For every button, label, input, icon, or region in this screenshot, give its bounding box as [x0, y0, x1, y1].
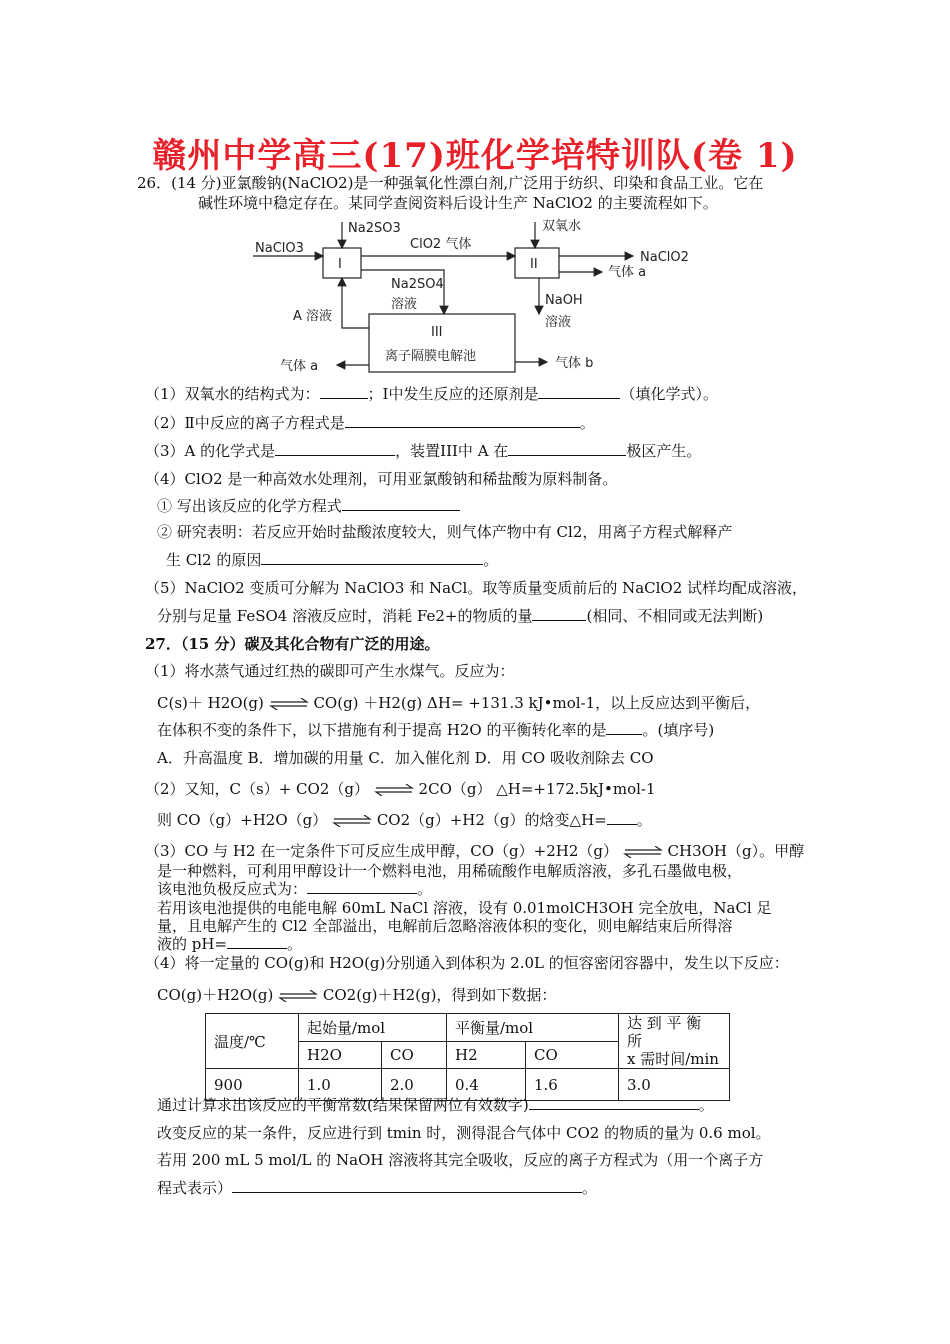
q27-part3c: 是一种燃料，可利用甲醇设计一个燃料电池，用稀硫酸作电解质溶液，多孔石墨做电极，	[157, 862, 743, 880]
label-na2so4: Na2SO4	[391, 277, 444, 292]
equilibrium-arrow-icon	[374, 784, 414, 796]
equilibrium-arrow-icon	[269, 698, 309, 710]
q26-part5a: （5）NaClO2 变质可分解为 NaClO3 和 NaCl。取等质量变质前后的 NaClO2 试样均配成溶液，	[145, 579, 808, 597]
answer-blank[interactable]	[532, 606, 586, 621]
q26-intro-line1: 26．(14 分)亚氯酸钠(NaClO2)是一种强氧化性漂白剂,广泛用于纺织、印染和食品工业。它在	[137, 174, 764, 192]
label-h2o2: 双氧水	[542, 219, 582, 234]
label-box-3-name: 离子隔膜电解池	[385, 349, 477, 364]
q26-part4-2b: 生 Cl2 的原因 。	[166, 551, 499, 569]
q27-part3h: 液的 pH= 。	[157, 935, 303, 953]
label-gas-a-right: 气体 a	[608, 265, 647, 280]
label-box-3-num: III	[431, 325, 443, 340]
equilibrium-arrow-icon	[332, 815, 372, 827]
q26-part4-1: ① 写出该反应的化学方程式	[157, 496, 460, 516]
page-title: 赣州中学高三(17)班化学培特训队(卷 1)	[152, 136, 798, 176]
answer-blank[interactable]	[508, 441, 626, 456]
table-header-time: 达 到 平 衡 所 x 需时间/min	[619, 1014, 730, 1069]
equilibrium-arrow-icon	[278, 990, 318, 1002]
q26-part4-2a: ② 研究表明：若反应开始时盐酸浓度较大，则气体产物中有 Cl2，用离子方程式解释产	[157, 523, 733, 541]
table-cell: 1.0	[299, 1069, 382, 1101]
answer-blank[interactable]	[538, 384, 620, 399]
q27-part4d: 改变反应的某一条件，反应进行到 tmin 时，测得混合气体中 CO2 的物质的量为 0.6 mol。	[157, 1124, 771, 1142]
equilibrium-arrow-icon	[623, 846, 663, 858]
label-clo2-gas: ClO2 气体	[410, 237, 472, 252]
q26-intro-line2: 碱性环境中稳定存在。某同学查阅资料后设计生产 NaClO2 的主要流程如下。	[198, 194, 718, 212]
answer-blank[interactable]	[606, 720, 642, 735]
q26-part1: （1）双氧水的结构式为： ；Ⅰ中发生反应的还原剂是 （填化学式）。	[145, 385, 718, 403]
q27-part4e: 若用 200 mL 5 mol/L 的 NaOH 溶液将其完全吸收，反应的离子方程式为（用一个离子方	[157, 1151, 764, 1169]
answer-blank[interactable]	[275, 441, 395, 456]
answer-blank[interactable]	[320, 384, 368, 399]
q27-options: A．升高温度 B．增加碳的用量 C．加入催化剂 D．用 CO 吸收剂除去 CO	[157, 749, 654, 767]
label-box-1: I	[338, 257, 342, 272]
table-header-temp: 温度/℃	[206, 1014, 299, 1069]
label-solution-2: 溶液	[545, 315, 572, 330]
q27-part2b: 则 CO（g）+H2O（g） CO2（g）+H2（g）的焓变△H= 。	[157, 811, 652, 829]
label-naclo3: NaClO3	[255, 241, 304, 256]
q27-part3f: 若用该电池提供的电能电解 60mL NaCl 溶液，设有 0.01molCH3OH 完全放电，NaCl 足	[157, 899, 772, 917]
label-solution-1: 溶液	[391, 297, 418, 312]
q26-part2: （2）Ⅱ中反应的离子方程式是 。	[145, 414, 595, 432]
table-cell: 1.6	[526, 1069, 619, 1101]
label-naclo2: NaClO2	[640, 250, 689, 265]
q26-part3: （3）A 的化学式是 ，装置III中 A 在 极区产生。	[145, 442, 702, 460]
table-sub-h2: H2	[447, 1041, 526, 1069]
q27-part1: （1）将水蒸气通过红热的碳即可产生水煤气。反应为：	[145, 662, 515, 680]
table-sub-co-eq: CO	[526, 1041, 619, 1069]
q27-part4f: 程式表示） 。	[157, 1179, 598, 1197]
q27-part3a: （3）CO 与 H2 在一定条件下可反应生成甲醇，CO（g）+2H2（g） CH3OH（g）。甲醇	[145, 842, 805, 860]
answer-blank[interactable]	[342, 496, 460, 511]
label-box-2: II	[530, 257, 538, 272]
answer-blank[interactable]	[345, 413, 580, 428]
q27-part2a: （2）又知，C（s）+ CO2（g） 2CO（g） △H=+172.5kJ•mol-1	[145, 780, 656, 798]
equilibrium-data-table	[205, 1013, 730, 1101]
answer-blank[interactable]	[529, 1095, 699, 1110]
q26-part4: （4）ClO2 是一种高效水处理剂，可用亚氯酸钠和稀盐酸为原料制备。	[145, 470, 618, 488]
q27-part4-eq: CO(g)＋H2O(g) CO2(g)＋H2(g)，得到如下数据：	[157, 986, 557, 1004]
label-gas-a-left: 气体 a	[280, 359, 319, 374]
table-cell: 3.0	[619, 1069, 730, 1101]
q27-part3d: 该电池负极反应式为： 。	[157, 880, 433, 898]
process-flow-diagram	[245, 210, 715, 380]
answer-blank[interactable]	[261, 550, 483, 565]
label-naoh: NaOH	[545, 293, 583, 308]
table-cell: 0.4	[447, 1069, 526, 1101]
table-header-equilibrium: 平衡量/mol	[447, 1014, 619, 1042]
table-cell: 2.0	[382, 1069, 447, 1101]
q27-part1b: 在体积不变的条件下，以下措施有利于提高 H2O 的平衡转化率的是 。(填序号)	[157, 721, 715, 739]
answer-blank[interactable]	[307, 879, 417, 894]
q27-part4b: 通过计算求出该反应的平衡常数(结果保留两位有效数字) 。	[157, 1096, 714, 1114]
table-sub-h2o: H2O	[299, 1041, 382, 1069]
table-sub-co: CO	[382, 1041, 447, 1069]
q27-heading: 27．（15 分）碳及其化合物有广泛的用途。	[145, 635, 440, 653]
arrow-a-solution	[342, 278, 369, 328]
label-gas-b: 气体 b	[555, 356, 594, 371]
answer-blank[interactable]	[227, 934, 287, 949]
q26-part5b: 分别与足量 FeSO4 溶液反应时，消耗 Fe2+的物质的量 (相同、不相同或无法判断)	[157, 607, 764, 625]
reactor-box-1	[323, 248, 361, 278]
q27-eq1: C(s)＋ H2O(g) CO(g) ＋H2(g) ΔH= +131.3 kJ•mol-1，以上反应达到平衡后，	[157, 694, 761, 712]
table-header-start: 起始量/mol	[299, 1014, 447, 1042]
label-na2so3: Na2SO3	[348, 221, 401, 236]
label-a-solution: A 溶液	[293, 309, 333, 324]
answer-blank[interactable]	[232, 1178, 582, 1193]
q27-part3g: 量，且电解产生的 Cl2 全部溢出，电解前后忽略溶液体积的变化，则电解结束后所得溶	[157, 917, 733, 935]
table-cell: 900	[206, 1069, 299, 1101]
q27-part4: （4）将一定量的 CO(g)和 H2O(g)分别通入到体积为 2.0L 的恒容密闭容器中，发生以下反应：	[145, 954, 789, 972]
answer-blank[interactable]	[607, 810, 637, 825]
